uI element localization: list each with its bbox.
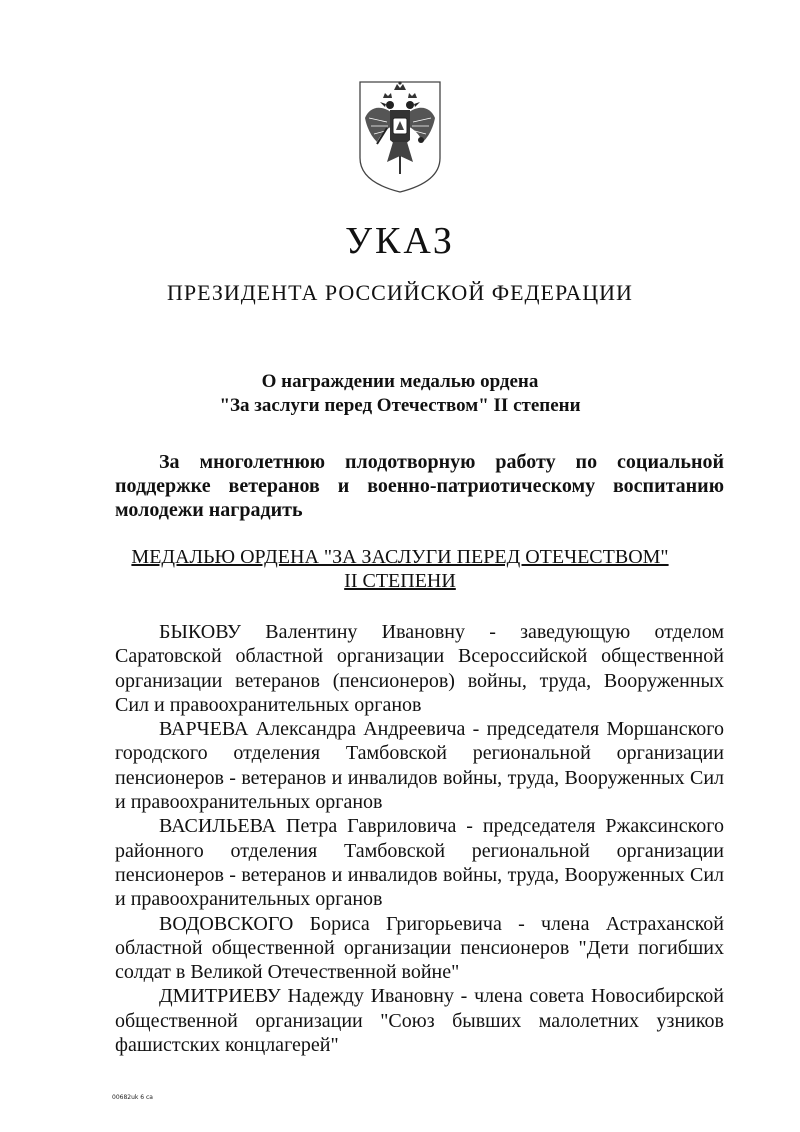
- awardee-entry: ВАРЧЕВА Александра Андреевича - председателя Моршанского городского отделения Тамбовской региональной организации пенсионеров - ветеранов и инвалидов войны, труда, Вооруженных Сил и правоохранительных органов: [115, 718, 724, 814]
- awardee-list: [115, 620, 724, 1057]
- decree-heading-line: О награждении медалью ордена: [261, 371, 539, 392]
- awardee-entry: ВАСИЛЬЕВА Петра Гавриловича - председателя Ржаксинского районного отделения Тамбовской региональной организации пенсионеров - ветеранов и инвалидов войны, труда, Вооруженных Сил и правоохранительных органов: [115, 815, 724, 911]
- russian-coat-of-arms-icon: [357, 78, 443, 194]
- medal-heading-line: МЕДАЛЬЮ ОРДЕНА "ЗА ЗАСЛУГИ ПЕРЕД ОТЕЧЕСТВОМ": [131, 546, 669, 568]
- document-subtitle: ПРЕЗИДЕНТА РОССИЙСКОЙ ФЕДЕРАЦИИ: [167, 280, 633, 305]
- document-title: УКАЗ: [345, 220, 455, 262]
- medal-heading-line: II СТЕПЕНИ: [344, 570, 456, 592]
- decree-heading-line: "За заслуги перед Отечеством" II степени: [219, 395, 581, 416]
- decree-heading: [0, 370, 800, 418]
- decree-intro-paragraph: За многолетнюю плодотворную работу по социальной поддержке ветеранов и военно-патриотическому воспитанию молодежи наградить: [115, 451, 724, 521]
- awardee-entry: ВОДОВСКОГО Бориса Григорьевича - члена Астраханской областной общественной организации пенсионеров "Дети погибших солдат в Великой Отечественной войне": [115, 912, 724, 984]
- medal-heading: [0, 545, 800, 593]
- awardee-entry: БЫКОВУ Валентину Ивановну - заведующую отделом Саратовской областной организации Всероссийской общественной организации ветеранов (пенсионеров) войны, труда, Вооруженных Сил и правоохранительных органов: [115, 621, 724, 716]
- document-code: 00682uk 6 ca: [112, 1094, 153, 1101]
- awardee-entry: ДМИТРИЕВУ Надежду Ивановну - члена совета Новосибирской общественной организации "Союз бывших малолетних узников фашистских концлагерей": [115, 985, 724, 1057]
